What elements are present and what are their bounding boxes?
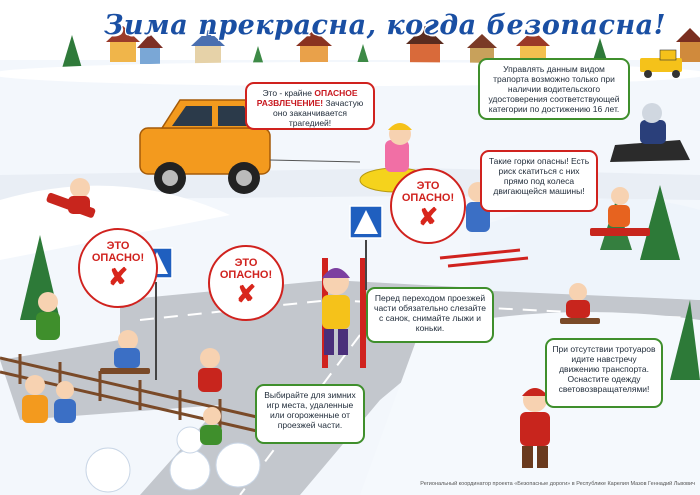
danger-badge-line2: ОПАСНО!	[401, 192, 455, 204]
poster-title: Зима прекрасна, когда безопасна!	[103, 10, 667, 41]
snowmobile-advice-text: Управлять данным видом трапорта возможно только при наличии водительского удостоверения соответствующей категории по достижению 16 лет.	[488, 64, 620, 114]
car-warning-emphasis: ОПАСНОЕ РАЗВЛЕЧЕНИЕ!	[256, 88, 358, 108]
cross-icon: ✘	[417, 204, 439, 231]
danger-badge-line1: ЭТО	[106, 240, 130, 252]
danger-badge-left	[78, 228, 158, 308]
play-area-advice-text: Выбирайте для зимних игр места, удаленные или огороженные от проезжей части.	[264, 390, 356, 430]
car-warning-text-post: Зачастую оно заканчивается трагедией!	[273, 98, 364, 128]
footer-credit: Региональный координатор проекта «Безопасные дороги» в Республике Карелия Мазов Геннадий Львович	[420, 481, 695, 487]
danger-badge-right	[390, 168, 466, 244]
cross-icon: ✘	[107, 264, 129, 291]
crossing-advice-text: Перед переходом проезжей части обязательно слезайте с санок, снимайте лыжи и коньки.	[374, 293, 486, 333]
car-warning-text-pre: Это - крайне	[262, 88, 315, 98]
car-towing-warning	[245, 82, 375, 130]
slopes-warning	[480, 150, 598, 212]
crossing-advice	[366, 287, 494, 343]
snowmobile-advice	[478, 58, 630, 120]
slopes-warning-text: Такие горки опасны! Есть риск скатиться с них прямо под колеса двигающейся машины!	[488, 156, 590, 196]
danger-badge-center	[208, 245, 284, 321]
danger-badge-line1: ЭТО	[416, 180, 440, 192]
danger-badge-line1: ЭТО	[234, 257, 258, 269]
danger-badge-line2: ОПАСНО!	[219, 269, 273, 281]
sidewalk-advice-text: При отсутствии тротуаров идите навстречу движению транспорта. Оснастите одежду световозвращателями!	[552, 344, 656, 394]
sidewalk-advice	[545, 338, 663, 408]
play-area-advice	[255, 384, 365, 444]
danger-badge-line2: ОПАСНО!	[91, 252, 145, 264]
cross-icon: ✘	[235, 281, 257, 308]
